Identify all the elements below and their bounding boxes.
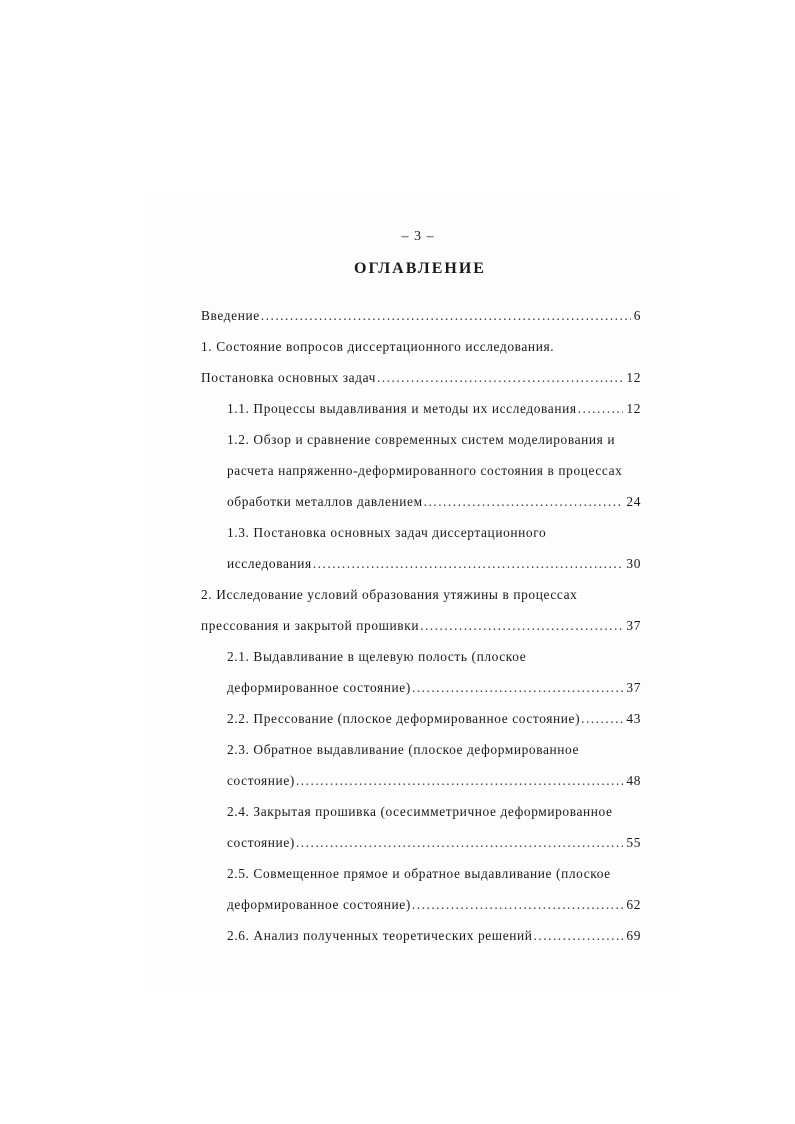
toc-dot-leader [581, 707, 623, 731]
toc-page-number: 37 [626, 680, 641, 695]
toc-entry [201, 645, 641, 676]
toc-entry-text: 2.3. Обратное выдавливание (плоское деформированное [227, 742, 580, 757]
toc-entry [201, 521, 641, 552]
toc-entry [201, 769, 641, 800]
toc-dot-leader [424, 490, 624, 514]
toc-entry-text: 2.1. Выдавливание в щелевую полость (плоское [227, 649, 527, 664]
toc-entry [201, 397, 641, 428]
toc-dot-leader [296, 769, 623, 793]
toc-page-number: 30 [626, 556, 641, 571]
toc-page-number: 12 [626, 401, 641, 416]
page-title: ОГЛАВЛЕНИЕ [354, 260, 486, 277]
toc-entry-text: 2.4. Закрытая прошивка (осесимметричное деформированное [227, 804, 613, 819]
toc-page-number: 48 [626, 773, 641, 788]
toc-entry [201, 459, 641, 490]
toc-entry-text: 2.6. Анализ полученных теоретических решений [227, 928, 533, 943]
table-of-contents [201, 304, 641, 955]
toc-entry [201, 335, 641, 366]
toc-entry-text: 1.2. Обзор и сравнение современных систем моделирования и [227, 432, 616, 447]
toc-entry [201, 428, 641, 459]
toc-entry-text: 1.3. Постановка основных задач диссертационного [227, 525, 547, 540]
toc-entry [201, 366, 641, 397]
toc-dot-leader [534, 924, 624, 948]
toc-entry [201, 583, 641, 614]
toc-page-number: 62 [626, 897, 641, 912]
toc-entry-text: деформированное состояние) [227, 897, 411, 912]
toc-dot-leader [296, 831, 623, 855]
toc-entry-text: исследования [227, 556, 312, 571]
toc-entry-text: состояние) [227, 773, 295, 788]
toc-entry-text: 2. Исследование условий образования утяжины в процессах [201, 587, 578, 602]
toc-dot-leader [377, 366, 623, 390]
toc-entry-text: расчета напряженно-деформированного состояния в процессах [227, 463, 623, 478]
toc-entry-text: деформированное состояние) [227, 680, 411, 695]
toc-entry-text: Постановка основных задач [201, 370, 376, 385]
toc-page-number: 43 [626, 711, 641, 726]
toc-entry-text: 2.5. Совмещенное прямое и обратное выдавливание (плоское [227, 866, 611, 881]
toc-entry-text: 1.1. Процессы выдавливания и методы их исследования [227, 401, 577, 416]
toc-entry-text: Введение [201, 308, 260, 323]
toc-dot-leader [578, 397, 624, 421]
toc-entry [201, 552, 641, 583]
toc-page-number: 55 [626, 835, 641, 850]
toc-dot-leader [261, 304, 631, 328]
toc-entry-text: 2.2. Прессование (плоское деформированное состояние) [227, 711, 581, 726]
toc-entry [201, 490, 641, 521]
toc-entry [201, 924, 641, 955]
toc-entry [201, 831, 641, 862]
toc-entry [201, 304, 641, 335]
toc-page-number: 24 [626, 494, 641, 509]
toc-entry [201, 676, 641, 707]
toc-dot-leader [412, 676, 623, 700]
toc-entry [201, 862, 641, 893]
toc-page-number: 69 [626, 928, 641, 943]
toc-entry-text: 1. Состояние вопросов диссертационного исследования. [201, 339, 555, 354]
toc-page-number: 12 [626, 370, 641, 385]
toc-entry [201, 614, 641, 645]
toc-entry-text: состояние) [227, 835, 295, 850]
page-number: – 3 – [401, 229, 435, 244]
toc-entry-text: обработки металлов давлением [227, 494, 423, 509]
toc-page-number: 6 [633, 308, 641, 323]
toc-entry [201, 800, 641, 831]
toc-entry [201, 738, 641, 769]
toc-page-number: 37 [626, 618, 641, 633]
toc-dot-leader [313, 552, 624, 576]
toc-dot-leader [420, 614, 623, 638]
toc-entry [201, 893, 641, 924]
toc-dot-leader [412, 893, 623, 917]
toc-entry [201, 707, 641, 738]
toc-entry-text: прессования и закрытой прошивки [201, 618, 420, 633]
